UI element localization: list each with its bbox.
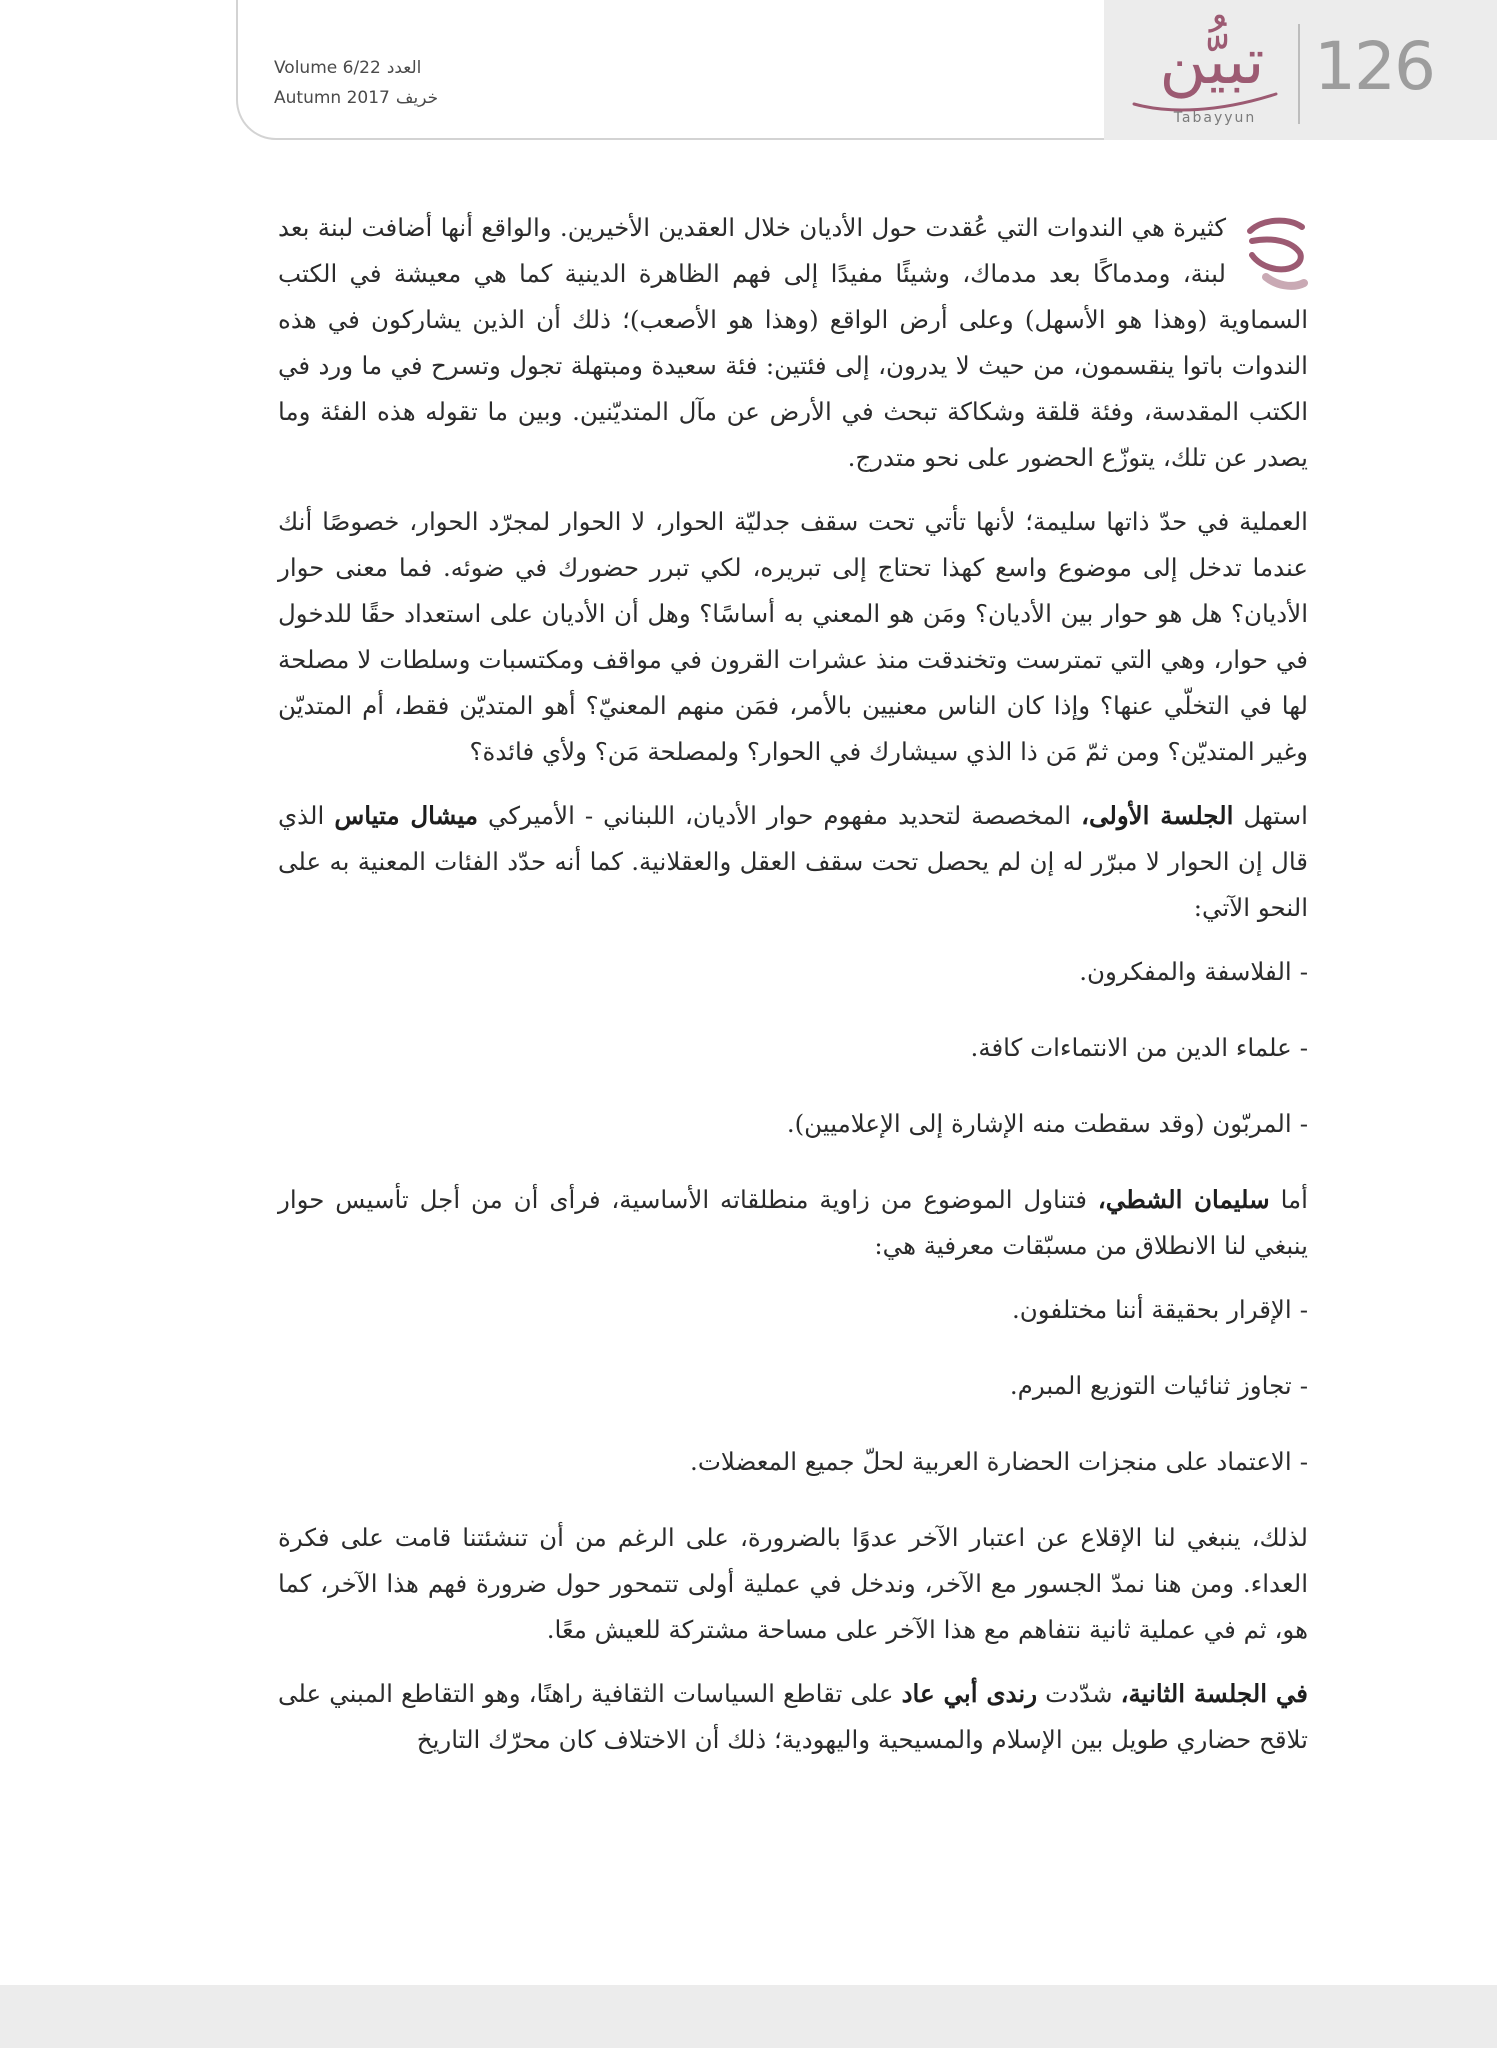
paragraph-4 <box>278 1177 1308 1269</box>
season-label-arabic: خريف <box>395 88 439 108</box>
speaker-name-shatti: سليمان الشطي، <box>1097 1185 1270 1214</box>
p6-mid: شدّدت <box>1045 1679 1113 1708</box>
journal-logo-arabic: تبيُّن <box>1159 25 1265 99</box>
p4-end: فتناول الموضوع من زاوية منطلقاته الأساسية، فرأى أن من أجل تأسيس حوار ينبغي لنا الانطلاق من مسبّقات معرفية هي: <box>278 1185 1308 1260</box>
p6-end: على تقاطع السياسات الثقافية راهنًا، وهو التقاطع المبني على تلاقح حضاري طويل بين الإسلام والمسيحية واليهودية؛ ذلك أن الاختلاف كان محرّك التاريخ <box>278 1679 1308 1754</box>
list-item: -الاعتماد على منجزات الحضارة العربية لحلّ جميع المعضلات. <box>690 1447 1308 1476</box>
premises-list <box>278 1287 1308 1485</box>
dropcap-ornament-icon <box>1242 211 1308 295</box>
article-body <box>278 205 1308 1781</box>
paragraph-1: كثيرة هي الندوات التي عُقدت حول الأديان خلال العقدين الأخيرين. والواقع أنها أضافت لبنة بعد لبنة، ومدماكًا بعد مدماك، وشيئًا مفيدًا إلى فهم الظاهرة الدينية كما هي معيشة في الكتب السماوية (وهذا هو الأسهل) وعلى أرض الواقع (وهذا هو الأصعب)؛ ذلك أن الذين يشاركون في هذه الندوات باتوا ينقسمون، من حيث لا يدرون، إلى فئتين: فئة سعيدة ومبتهلة تجول وتسرح في ما ورد في الكتب المقدسة، وفئة قلقة وشكاكة تبحث في الأرض عن مآل المتديّنين. وبين ما تقوله هذه الفئة وما يصدر عن تلك، يتوزّع الحضور على نحو متدرج. <box>278 213 1308 472</box>
paragraph-5: لذلك، ينبغي لنا الإقلاع عن اعتبار الآخر عدوًا بالضرورة، على الرغم من أن تنشئتنا قامت على فكرة العداء. ومن هنا نمدّ الجسور مع الآخر، وندخل في عملية أولى تتمحور حول ضرورة فهم هذا الآخر، كما هو، ثم في عملية ثانية نتفاهم مع هذا الآخر على مساحة مشتركة للعيش معًا. <box>278 1523 1308 1644</box>
second-session-label: في الجلسة الثانية، <box>1120 1679 1309 1708</box>
volume-label: Volume 6/22 <box>274 58 381 78</box>
bullet-dash-icon: - <box>1299 1295 1308 1324</box>
speaker-name-abi-aad: رندى أبي عاد <box>901 1679 1038 1708</box>
categories-list <box>278 949 1308 1147</box>
season-label: Autumn 2017 <box>274 88 390 108</box>
bullet-dash-icon: - <box>1299 1033 1308 1062</box>
bullet-dash-icon: - <box>1299 1109 1308 1138</box>
season-line <box>274 88 438 108</box>
first-session-label: الجلسة الأولى، <box>1081 801 1234 830</box>
list-item: -الفلاسفة والمفكرون. <box>1079 957 1308 986</box>
p4-start: أما <box>1280 1185 1308 1214</box>
p3-mid: المخصصة لتحديد مفهوم حوار الأديان، اللبناني - الأميركي <box>487 801 1072 830</box>
bullet-dash-icon: - <box>1299 1371 1308 1400</box>
bullet-dash-icon: - <box>1299 957 1308 986</box>
list-item: -تجاوز ثنائيات التوزيع المبرم. <box>1009 1371 1308 1400</box>
speaker-name-mitias: ميشال متياس <box>334 801 478 830</box>
p3-start: استهل <box>1243 801 1308 830</box>
footer-band <box>0 1985 1497 2048</box>
list-item: -علماء الدين من الانتماءات كافة. <box>970 1033 1308 1062</box>
paragraph-6 <box>278 1671 1308 1763</box>
paragraph-2: العملية في حدّ ذاتها سليمة؛ لأنها تأتي تحت سقف جدليّة الحوار، لا الحوار لمجرّد الحوار، خصوصًا أنك عندما تدخل إلى موضوع واسع كهذا تحتاج إلى تبريره، لكي تبرر حضورك في ضوئه. فما معنى حوار الأديان؟ هل هو حوار بين الأديان؟ ومَن هو المعني به أساسًا؟ وهل أن الأديان على استعداد حقًا للدخول في حوار، وهي التي تمترست وتخندقت منذ عشرات القرون في مواقف ومكتسبات وسلطات لا مصلحة لها في التخلّي عنها؟ وإذا كان الناس معنيين بالأمر، فمَن منهم المعنيّ؟ أهو المتديّن فقط، أم المتديّن وغير المتديّن؟ ومن ثمّ مَن ذا الذي سيشارك في الحوار؟ ولمصلحة مَن؟ ولأي فائدة؟ <box>278 507 1308 766</box>
list-item: -الإقرار بحقيقة أننا مختلفون. <box>1012 1295 1308 1324</box>
paragraph-3 <box>278 793 1308 931</box>
volume-line <box>274 58 421 78</box>
page-number: 126 <box>1314 28 1434 105</box>
p3-end: الذي قال إن الحوار لا مبرّر له إن لم يحصل تحت سقف العقل والعقلانية. كما أنه حدّد الفئات المعنية به على النحو الآتي: <box>278 801 1308 922</box>
list-item: -المربّون (وقد سقطت منه الإشارة إلى الإعلاميين). <box>786 1109 1308 1138</box>
journal-logo-latin: Tabayyun <box>1173 110 1257 126</box>
volume-label-arabic: العدد <box>386 58 422 78</box>
bullet-dash-icon: - <box>1299 1447 1308 1476</box>
page-number-divider <box>1298 24 1300 124</box>
